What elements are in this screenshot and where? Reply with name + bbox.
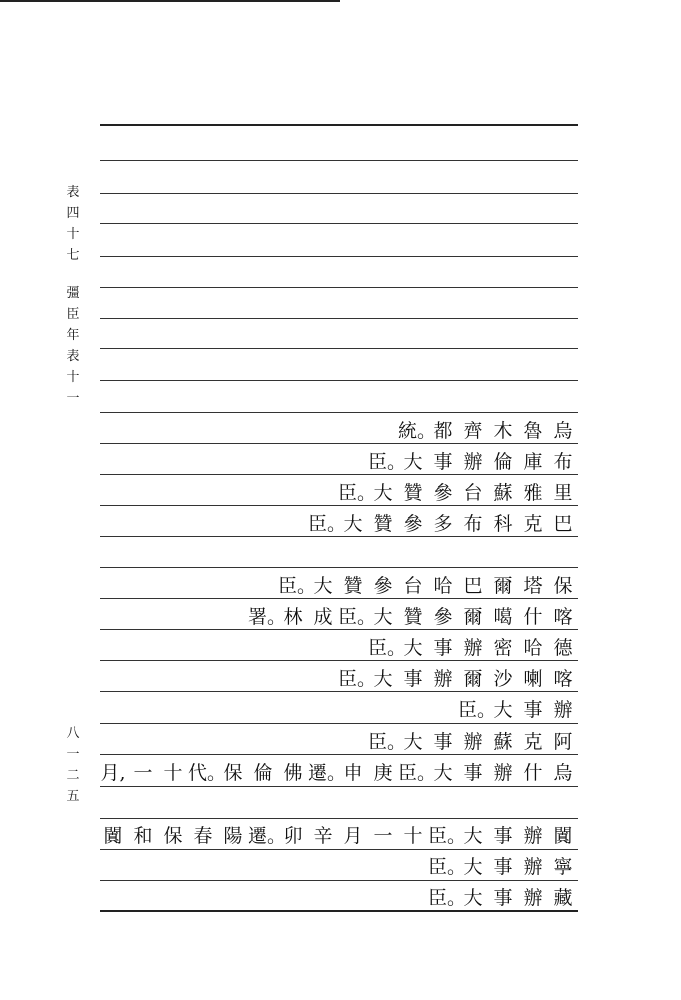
glyph: 噶: [493, 605, 513, 628]
glyph: 克: [523, 730, 543, 753]
glyph: 八: [66, 726, 80, 741]
table-rule: [100, 505, 578, 506]
glyph: 辦: [553, 698, 573, 721]
glyph: 保: [553, 574, 573, 597]
glyph: 辦: [463, 636, 483, 659]
table-row: [428, 882, 578, 910]
table-rule: [100, 380, 578, 381]
table-row: [308, 508, 578, 536]
glyph: 一: [373, 824, 393, 847]
glyph: 臣。: [458, 698, 497, 721]
glyph: 雅: [523, 481, 543, 504]
table-rule: [100, 660, 578, 661]
glyph: 贊: [373, 512, 393, 535]
glyph: 事: [523, 698, 543, 721]
glyph: 事: [493, 824, 513, 847]
glyph: 烏: [553, 419, 573, 442]
glyph: 大: [403, 730, 423, 753]
glyph: 參: [433, 481, 453, 504]
glyph: 臣。: [398, 761, 437, 784]
glyph: 臣。: [428, 886, 467, 909]
glyph: 十: [163, 761, 183, 784]
glyph: 申: [343, 761, 363, 784]
table-rule: [100, 629, 578, 630]
glyph: 遷。: [308, 761, 347, 784]
glyph: 代。: [188, 761, 227, 784]
table-rule: [100, 160, 578, 161]
glyph: 辦: [523, 886, 543, 909]
glyph: 臣。: [428, 855, 467, 878]
glyph: 大: [313, 574, 333, 597]
table-rule: [100, 474, 578, 475]
glyph: 五: [66, 789, 80, 804]
glyph: 爾: [493, 574, 513, 597]
table-row: [458, 694, 578, 722]
table-rule: [100, 443, 578, 444]
glyph: 表: [66, 185, 80, 200]
glyph: 倫: [253, 761, 273, 784]
margin-table-title: [62, 287, 84, 413]
glyph: 春: [193, 824, 213, 847]
glyph: 臣。: [308, 512, 347, 535]
table-row: [368, 632, 578, 660]
glyph: 成: [313, 605, 333, 628]
glyph: 保: [223, 761, 243, 784]
glyph: 爾: [463, 605, 483, 628]
table-rule: [100, 193, 578, 194]
glyph: 臣。: [338, 667, 377, 690]
table-rule: [100, 849, 578, 850]
table-rule: [100, 256, 578, 257]
glyph: 巴: [553, 512, 573, 535]
glyph: 闐: [103, 824, 123, 847]
glyph: 台: [403, 574, 423, 597]
glyph: 阿: [553, 730, 573, 753]
glyph: 辦: [463, 730, 483, 753]
glyph: 蘇: [493, 481, 513, 504]
glyph: 大: [433, 761, 453, 784]
glyph: 布: [463, 512, 483, 535]
glyph: 臣。: [278, 574, 317, 597]
glyph: 寧: [553, 855, 573, 878]
glyph: 一: [133, 761, 153, 784]
table-rule: [100, 412, 578, 413]
table-rule: [100, 287, 578, 288]
glyph: 大: [403, 636, 423, 659]
table-row: [398, 415, 578, 443]
glyph: 十: [66, 370, 80, 385]
top-border: [0, 0, 340, 2]
glyph: 臣。: [368, 730, 407, 753]
glyph: 事: [493, 886, 513, 909]
table-row: [278, 570, 578, 598]
table-rule: [100, 348, 578, 349]
glyph: 喀: [553, 667, 573, 690]
glyph: 四: [66, 206, 80, 221]
glyph: 木: [493, 419, 513, 442]
glyph: 喇: [523, 667, 543, 690]
glyph: 塔: [523, 574, 543, 597]
table-rule: [100, 818, 578, 819]
glyph: 辦: [523, 855, 543, 878]
glyph: 參: [433, 605, 453, 628]
glyph: 布: [553, 450, 573, 473]
glyph: 沙: [493, 667, 513, 690]
glyph: 七: [66, 248, 80, 263]
glyph: 蘇: [493, 730, 513, 753]
glyph: 臣。: [368, 450, 407, 473]
glyph: 遷。: [248, 824, 287, 847]
glyph: 臣。: [368, 636, 407, 659]
glyph: 密: [493, 636, 513, 659]
glyph: 辦: [463, 450, 483, 473]
glyph: 什: [523, 761, 543, 784]
glyph: 大: [343, 512, 363, 535]
glyph: 參: [403, 512, 423, 535]
table-row: [338, 663, 578, 691]
glyph: 巴: [463, 574, 483, 597]
table-rule: [100, 786, 578, 787]
glyph: 臣。: [338, 605, 377, 628]
glyph: 辦: [493, 761, 513, 784]
table-rule: [100, 598, 578, 599]
glyph: 倫: [493, 450, 513, 473]
margin-table-number: [62, 186, 84, 270]
glyph: 大: [403, 450, 423, 473]
glyph: 辦: [433, 667, 453, 690]
table-rule: [100, 754, 578, 755]
glyph: 辛: [313, 824, 333, 847]
glyph: 大: [373, 605, 393, 628]
glyph: 什: [523, 605, 543, 628]
table-row: [98, 757, 578, 785]
glyph: 大: [463, 824, 483, 847]
glyph: 爾: [463, 667, 483, 690]
table-rule: [100, 691, 578, 692]
glyph: 陽: [223, 824, 243, 847]
table-row: [368, 446, 578, 474]
glyph: 多: [433, 512, 453, 535]
glyph: 事: [433, 730, 453, 753]
glyph: 大: [463, 855, 483, 878]
table-rule: [100, 567, 578, 568]
table-rule: [100, 318, 578, 319]
glyph: 月: [343, 824, 363, 847]
glyph: 克: [523, 512, 543, 535]
glyph: 保: [163, 824, 183, 847]
glyph: 事: [433, 450, 453, 473]
glyph: 辦: [523, 824, 543, 847]
glyph: 贊: [403, 481, 423, 504]
glyph: 齊: [463, 419, 483, 442]
glyph: 臣。: [428, 824, 467, 847]
glyph: 大: [373, 667, 393, 690]
table-rule: [100, 910, 578, 912]
glyph: 十: [66, 227, 80, 242]
glyph: 十: [403, 824, 423, 847]
table-rule: [100, 723, 578, 724]
table-rule: [100, 536, 578, 537]
glyph: 庫: [523, 450, 543, 473]
glyph: 林: [283, 605, 303, 628]
glyph: 庚: [373, 761, 393, 784]
glyph: 一: [66, 391, 80, 406]
table-row: [98, 820, 578, 848]
glyph: 月,: [100, 761, 126, 784]
table-row: [368, 726, 578, 754]
glyph: 哈: [523, 636, 543, 659]
glyph: 二: [66, 768, 80, 783]
glyph: 魯: [523, 419, 543, 442]
glyph: 臣: [66, 307, 80, 322]
glyph: 贊: [403, 605, 423, 628]
table-row: [248, 601, 578, 629]
glyph: 臣。: [338, 481, 377, 504]
glyph: 烏: [553, 761, 573, 784]
table-row: [428, 851, 578, 879]
glyph: 佛: [283, 761, 303, 784]
glyph: 大: [373, 481, 393, 504]
glyph: 表: [66, 349, 80, 364]
margin-page-number: [62, 727, 84, 811]
glyph: 事: [463, 761, 483, 784]
glyph: 喀: [553, 605, 573, 628]
glyph: 台: [463, 481, 483, 504]
glyph: 一: [66, 747, 80, 762]
glyph: 彊: [66, 286, 80, 301]
glyph: 里: [553, 481, 573, 504]
glyph: 事: [493, 855, 513, 878]
glyph: 科: [493, 512, 513, 535]
glyph: 統。: [398, 419, 437, 442]
glyph: 闐: [553, 824, 573, 847]
glyph: 卯: [283, 824, 303, 847]
table-rule: [100, 124, 578, 126]
glyph: 和: [133, 824, 153, 847]
glyph: 署。: [248, 605, 287, 628]
glyph: 年: [66, 328, 80, 343]
glyph: 事: [433, 636, 453, 659]
glyph: 德: [553, 636, 573, 659]
glyph: 事: [403, 667, 423, 690]
glyph: 哈: [433, 574, 453, 597]
glyph: 都: [433, 419, 453, 442]
glyph: 大: [463, 886, 483, 909]
glyph: 藏: [553, 886, 573, 909]
glyph: 參: [373, 574, 393, 597]
glyph: 大: [493, 698, 513, 721]
table-row: [338, 477, 578, 505]
table-rule: [100, 223, 578, 224]
glyph: 贊: [343, 574, 363, 597]
table-rule: [100, 880, 578, 881]
